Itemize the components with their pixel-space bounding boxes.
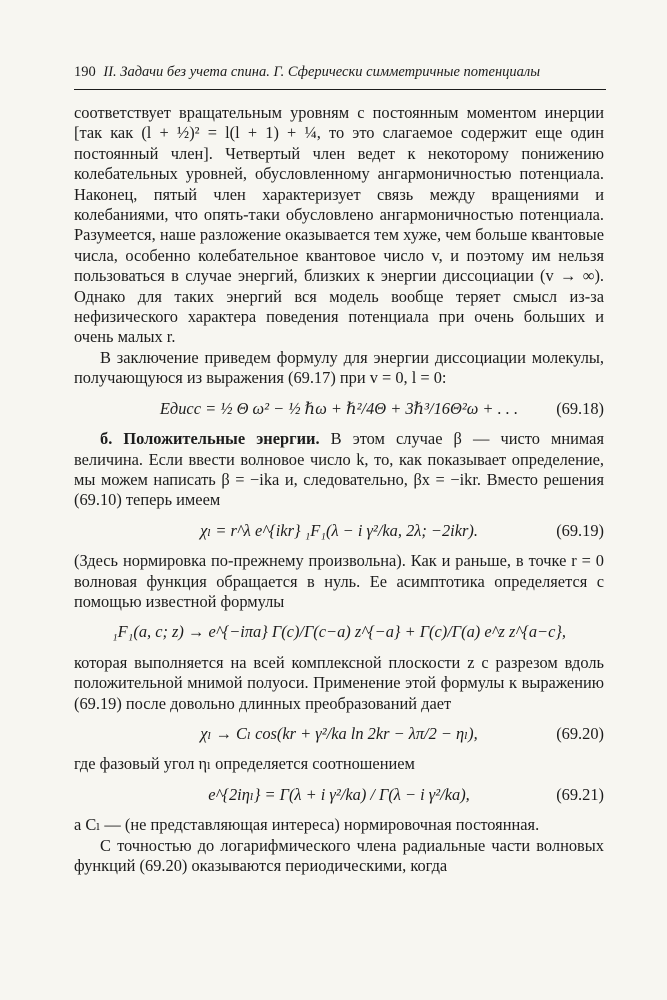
page-number: 190 <box>74 64 96 80</box>
paragraph-2: В заключение приведем формулу для энергии диссоциации молекулы, получающуюся из выражения (69.17) при v = 0, l = 0: <box>74 347 604 388</box>
equation-number: (69.18) <box>556 398 604 418</box>
running-head <box>74 64 606 81</box>
equation-formula: χₗ → Cₗ cos(kr + γ²/ka ln 2kr − λπ/2 − ηₗ), <box>200 723 478 743</box>
chapter-title: II. Задачи без учета спина. Г. Сферически симметричные потенциалы <box>103 64 541 80</box>
equation-69-18 <box>74 399 604 419</box>
equation-69-20 <box>74 724 604 744</box>
paragraph-6: где фазовый угол ηₗ определяется соотношением <box>74 754 415 774</box>
paragraph-3-text: В этом случае β — чисто мнимая величина. Если ввести волновое число k, то, как показывает определение, мы можем написать β = −ika и, следовательно, βx = −ikr. Вместо решения (69.10) теперь имеем <box>74 429 604 510</box>
equation-69-19 <box>74 521 604 541</box>
paragraph-8: С точностью до логарифмического члена радиальные части волновых функций (69.20) оказываются периодическими, когда <box>74 835 604 875</box>
paragraph-4: (Здесь нормировка по-прежнему произвольна). Как и раньше, в точке r = 0 волновая функция обращается в нуль. Ее асимптотика определяется с помощью известной формулы <box>74 551 604 611</box>
paragraph-3 <box>74 429 604 511</box>
equation-formula: χₗ = r^λ e^{ikr} ₁F₁(λ − i γ²/ka, 2λ; −2ikr). <box>200 520 478 540</box>
section-heading: б. Положительные энергии. <box>100 429 320 449</box>
equation-number: (69.20) <box>556 723 604 743</box>
paragraph-7: а Cₗ — (не представляющая интереса) нормировочная постоянная. <box>74 815 540 835</box>
equation-formula: e^{2iηₗ} = Γ(λ + i γ²/ka) / Γ(λ − i γ²/ka), <box>208 784 470 804</box>
page-body <box>74 103 604 876</box>
paragraph-1: соответствует вращательным уровням с постоянным моментом инерции [так как (l + ½)² = l(l + 1) + ¼, то это слагаемое содержит еще один постоянный член]. Четвертый член ведет к некоторому понижению колебательных уровней, обусловленному ангармоничностью потенциала. Наконец, пятый член характеризует связь между вращениями и колебаниями, что опять-таки обусловлено ангармоничностью потенциала. Разумеется, наше разложение оказывается тем хуже, чем больше квантовые числа, особенно колебательное квантовое число v, и поэтому им нельзя пользоваться в случае энергий, близких к энергии диссоциации (v → ∞). Однако для таких энергий вся модель вообще теряет смысл из-за нефизического характера поведения потенциала при очень больших и очень малых r. <box>74 103 604 347</box>
header-rule <box>74 89 606 90</box>
equation-number: (69.21) <box>556 784 604 804</box>
equation-hypergeometric-asymptotic <box>74 622 604 642</box>
paragraph-5: которая выполняется на всей комплексной плоскости z с разрезом вдоль положительной мнимой полуоси. Применение этой формулы к выражению (69.19) после довольно длинных преобразований дает <box>74 652 604 713</box>
equation-formula: Eдисс = ½ Θ ω² − ½ ℏω + ℏ²/4Θ + 3ℏ³/16Θ²ω + . . . <box>159 398 519 418</box>
equation-number: (69.19) <box>556 520 604 540</box>
equation-formula: ₁F₁(a, c; z) → e^{−iπa} Γ(c)/Γ(c−a) z^{−a} + Γ(c)/Γ(a) e^z z^{a−c}, <box>111 622 567 642</box>
equation-69-21 <box>74 785 604 805</box>
